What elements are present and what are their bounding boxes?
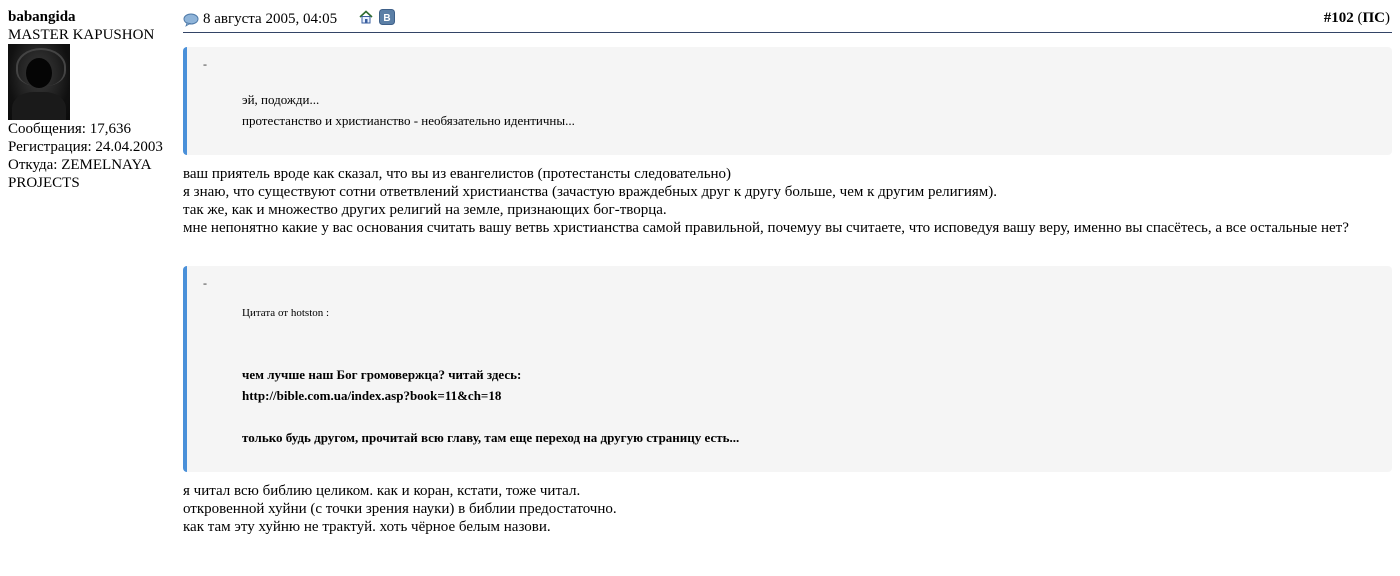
- quote-dash: -: [203, 57, 207, 71]
- post-tag[interactable]: ПС: [1362, 10, 1385, 26]
- user-title: MASTER KAPUSHON: [8, 27, 155, 43]
- quote-line: протестанство и христианство - необязательно идентичны...: [242, 113, 575, 128]
- comment-bubble-icon: [183, 13, 199, 27]
- post-line: как там эту хуйню не трактуй. хоть чёрное белым назови.: [183, 519, 551, 535]
- post-line: откровенной хуйни (с точки зрения науки) в библии предостаточно.: [183, 501, 617, 517]
- post-line: ваш приятель вроде как сказал, что вы из евангелистов (протестансты следовательно): [183, 166, 732, 182]
- post-header: [183, 6, 1392, 33]
- home-icon[interactable]: [359, 10, 373, 29]
- post-body: [183, 165, 1392, 237]
- quote-line: чем лучше наш Бог громовержца? читай здесь:: [242, 367, 522, 382]
- quote-dash: -: [203, 276, 207, 290]
- user-location: Откуда: ZEMELNAYA PROJECTS: [8, 157, 151, 191]
- post: [183, 6, 1392, 536]
- quote-block: [183, 266, 1392, 472]
- quote-block: [183, 47, 1392, 155]
- tag-close: ): [1385, 10, 1390, 26]
- post-body: [183, 482, 1392, 536]
- post-line: я читал всю библию целиком. как и коран, кстати, тоже читал.: [183, 483, 581, 499]
- username[interactable]: babangida: [8, 9, 76, 25]
- user-sidebar: [8, 8, 178, 192]
- post-line: так же, как и множество других религий на земле, признающих бог-творца.: [183, 202, 667, 218]
- quote-header: Цитата от hotston :: [242, 307, 330, 319]
- quote-line: только будь другом, прочитай всю главу, там еще переход на другую страницу есть...: [242, 430, 740, 445]
- avatar[interactable]: [8, 44, 70, 120]
- vk-icon[interactable]: [379, 9, 395, 30]
- quote-link[interactable]: http://bible.com.ua/index.asp?book=11&ch=18: [242, 388, 502, 403]
- post-number-area: [1324, 10, 1390, 27]
- svg-text:B: B: [383, 13, 391, 24]
- tag-open: (: [1357, 10, 1363, 26]
- post-date: 8 августа 2005, 04:05: [203, 11, 338, 27]
- post-line: мне непонятно какие у вас основания считать вашу ветвь христианства самой правильной, почемуу вы считаете, что исповедуя вашу веру, именно вы спасётесь, а все остальные нет?: [183, 220, 1349, 236]
- user-registration: Регистрация: 24.04.2003: [8, 139, 163, 155]
- user-messages: Сообщения: 17,636: [8, 121, 131, 137]
- post-line: я знаю, что существуют сотни ответвлений христианства (зачастую враждебных друг к другу больше, чем к другим религиям).: [183, 184, 997, 200]
- quote-line: эй, подожди...: [242, 92, 320, 107]
- post-number[interactable]: #102: [1323, 10, 1354, 26]
